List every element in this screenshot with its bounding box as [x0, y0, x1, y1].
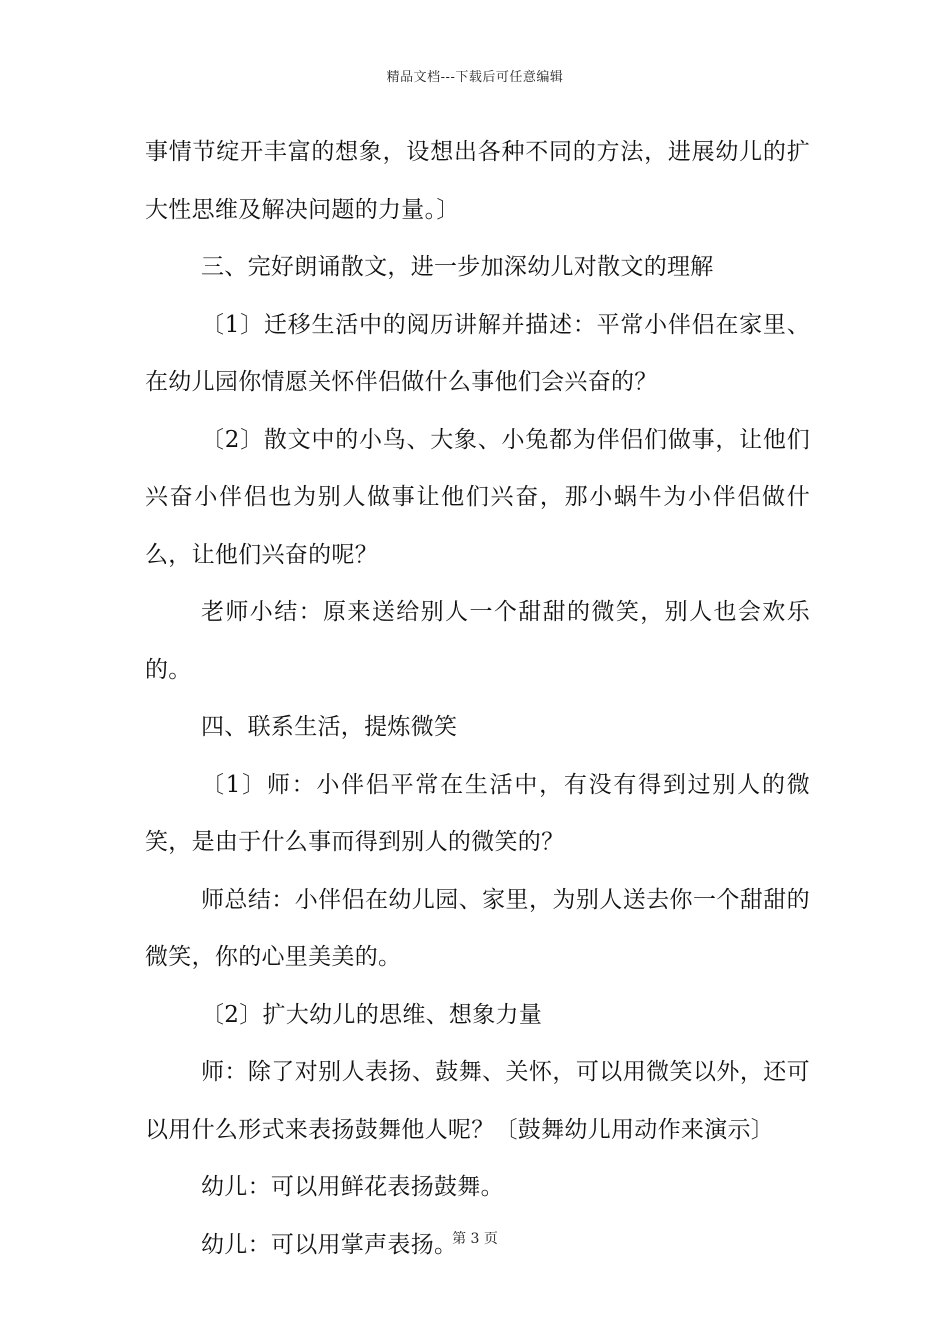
paragraph-5: 老师小结：原来送给别人一个甜甜的微笑，别人也会欢乐的。	[145, 599, 810, 683]
paragraph-1: 事情节绽开丰富的想象，设想出各种不同的方法，进展幼儿的扩大性思维及解决问题的力量。〕	[145, 139, 810, 223]
paragraph-10: 师：除了对别人表扬、鼓舞、关怀，可以用微笑以外，还可以用什么形式来表扬鼓舞他人呢？〔鼓舞幼儿用动作来演示〕	[145, 1059, 810, 1143]
paragraph-6: 四、联系生活，提炼微笑	[201, 714, 458, 740]
paragraph-7: 〔1〕师：小伴侣平常在生活中，有没有得到过别人的微笑，是由于什么事而得到别人的微笑的？	[145, 771, 810, 855]
paragraph-2: 三、完好朗诵散文，进一步加深幼儿对散文的理解	[201, 254, 714, 280]
paragraph-11: 幼儿：可以用鲜花表扬鼓舞。	[201, 1174, 504, 1200]
paragraph-8: 师总结：小伴侣在幼儿园、家里，为别人送去你一个甜甜的微笑，你的心里美美的。	[145, 886, 810, 970]
paragraph-4: 〔2〕散文中的小鸟、大象、小兔都为伴侣们做事，让他们兴奋小伴侣也为别人做事让他们兴奋，那小蜗牛为小伴侣做什么，让他们兴奋的呢？	[145, 426, 810, 568]
paragraph-12: 幼儿：可以用掌声表扬。	[201, 1231, 458, 1258]
page-number: 第 3 页	[452, 1231, 498, 1247]
document-body	[145, 124, 810, 1274]
page-header: 精品文档---下载后可任意编辑	[386, 70, 564, 85]
paragraph-9: 〔2〕扩大幼儿的思维、想象力量	[201, 1001, 543, 1028]
paragraph-3: 〔1〕迁移生活中的阅历讲解并描述：平常小伴侣在家里、在幼儿园你情愿关怀伴侣做什么事他们会兴奋的？	[145, 311, 810, 395]
